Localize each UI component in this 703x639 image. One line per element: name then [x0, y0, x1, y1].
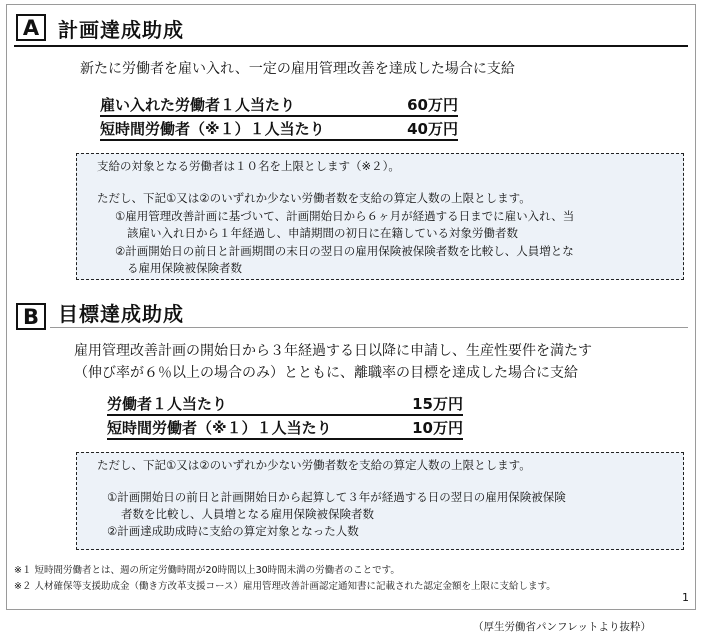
amount-value: 60万円	[407, 96, 458, 114]
section-b-letter: B	[16, 303, 46, 330]
section-b-amount-2	[107, 416, 463, 440]
section-a-lead: 新たに労働者を雇い入れ、一定の雇用管理改善を達成した場合に支給	[80, 61, 515, 77]
footnote-2: ※２ 人材確保等支援助成金（働き方改革支援コース）雇用管理改善計画認定通知書に記載された認定金額を上限に支給します。	[14, 581, 556, 592]
amount-value: 40万円	[407, 120, 458, 138]
source-credit: （厚生労働省パンフレットより抜粋）	[473, 621, 651, 633]
amount-label: 短時間労働者（※１）１人当たり	[100, 120, 325, 138]
section-b-title: 目標達成助成	[58, 302, 184, 326]
note-line: 者数を比較し、人員増となる雇用保険被保険者数	[121, 507, 374, 521]
section-a-title: 計画達成助成	[58, 18, 184, 42]
section-b-rule	[50, 327, 688, 328]
section-a-note-box	[76, 153, 684, 280]
note-line: ただし、下記①又は②のいずれか少ない労働者数を支給の算定人数の上限とします。	[97, 458, 531, 472]
section-a-letter: A	[16, 14, 46, 41]
section-b-note-box	[76, 452, 684, 550]
note-line: 該雇い入れ日から１年経過し、申請期間の初日に在籍している対象労働者数	[127, 226, 518, 240]
note-line: ②計画達成助成時に支給の算定対象となった人数	[107, 524, 359, 538]
section-b-lead-2: （伸び率が６％以上の場合のみ）とともに、離職率の目標を達成した場合に支給	[74, 365, 578, 381]
page-number: 1	[682, 591, 689, 604]
footnote-1: ※１ 短時間労働者とは、週の所定労働時間が20時間以上30時間未満の労働者のことです。	[14, 565, 400, 576]
note-line: ただし、下記①又は②のいずれか少ない労働者数を支給の算定人数の上限とします。	[97, 191, 531, 205]
note-line: る雇用保険被保険者数	[127, 261, 242, 275]
section-b-lead-1: 雇用管理改善計画の開始日から３年経過する日以降に申請し、生産性要件を満たす	[74, 343, 592, 359]
section-a-amount-2	[100, 117, 458, 141]
amount-value: 15万円	[412, 395, 463, 413]
section-a-rule	[14, 45, 688, 47]
amount-label: 短時間労働者（※１）１人当たり	[107, 419, 332, 437]
amount-label: 雇い入れた労働者１人当たり	[100, 96, 296, 114]
section-b-amount-1	[107, 392, 463, 416]
note-line: ②計画開始日の前日と計画期間の末日の翌日の雇用保険被保険者数を比較し、人員増とな	[115, 244, 574, 258]
section-a-amount-1	[100, 93, 458, 117]
note-line: 支給の対象となる労働者は１０名を上限とします（※２）。	[97, 159, 400, 173]
note-line: ①計画開始日の前日と計画開始日から起算して３年が経過する日の翌日の雇用保険被保険	[107, 490, 566, 504]
amount-label: 労働者１人当たり	[107, 395, 228, 413]
note-line: ①雇用管理改善計画に基づいて、計画開始日から６ヶ月が経過する日までに雇い入れ、当	[115, 209, 575, 223]
amount-value: 10万円	[412, 419, 463, 437]
